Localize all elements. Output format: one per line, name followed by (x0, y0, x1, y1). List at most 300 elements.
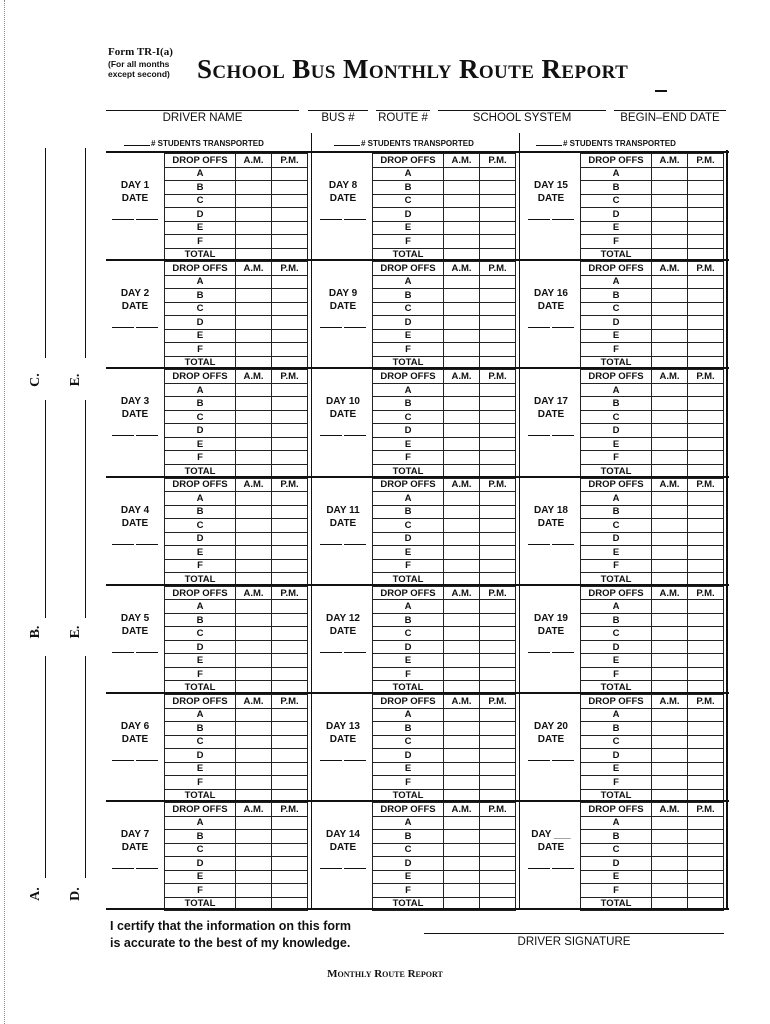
am-cell[interactable] (444, 857, 480, 871)
am-cell[interactable] (444, 546, 480, 560)
pm-cell[interactable] (688, 884, 724, 898)
am-cell[interactable] (236, 505, 272, 519)
am-cell[interactable] (236, 776, 272, 790)
am-cell[interactable] (236, 722, 272, 736)
pm-cell[interactable] (688, 451, 724, 465)
pm-cell[interactable] (480, 505, 516, 519)
pm-cell[interactable] (272, 221, 308, 235)
am-cell[interactable] (652, 613, 688, 627)
date-blank[interactable] (112, 219, 134, 220)
date-blank[interactable] (320, 327, 342, 328)
pm-cell[interactable] (688, 613, 724, 627)
pm-cell[interactable] (688, 329, 724, 343)
pm-cell[interactable] (272, 275, 308, 289)
pm-cell[interactable] (480, 194, 516, 208)
am-cell[interactable] (236, 857, 272, 871)
am-cell[interactable] (652, 235, 688, 249)
am-cell[interactable] (236, 627, 272, 641)
am-cell[interactable] (444, 410, 480, 424)
side-line-a[interactable] (45, 656, 46, 878)
date-blank[interactable] (320, 760, 342, 761)
pm-cell[interactable] (480, 383, 516, 397)
date-blank[interactable] (344, 219, 366, 220)
am-cell[interactable] (444, 397, 480, 411)
pm-cell[interactable] (688, 167, 724, 181)
am-cell[interactable] (236, 613, 272, 627)
date-blank[interactable] (136, 435, 158, 436)
date-blank[interactable] (320, 219, 342, 220)
side-line-e-top[interactable] (85, 148, 86, 358)
am-cell[interactable] (652, 343, 688, 357)
begin-end-date-line[interactable] (614, 110, 726, 111)
am-cell[interactable] (444, 492, 480, 506)
am-cell[interactable] (444, 235, 480, 249)
pm-cell[interactable] (480, 600, 516, 614)
date-blank[interactable] (112, 868, 134, 869)
pm-cell[interactable] (480, 559, 516, 573)
date-blank[interactable] (136, 327, 158, 328)
date-blank[interactable] (136, 544, 158, 545)
am-cell[interactable] (652, 302, 688, 316)
am-cell[interactable] (236, 884, 272, 898)
pm-cell[interactable] (480, 424, 516, 438)
pm-cell[interactable] (688, 302, 724, 316)
pm-cell[interactable] (480, 316, 516, 330)
pm-cell[interactable] (688, 735, 724, 749)
am-cell[interactable] (236, 532, 272, 546)
am-cell[interactable] (652, 735, 688, 749)
side-line-d[interactable] (85, 656, 86, 878)
pm-cell[interactable] (272, 640, 308, 654)
am-cell[interactable] (444, 884, 480, 898)
am-cell[interactable] (444, 194, 480, 208)
am-cell[interactable] (652, 383, 688, 397)
am-cell[interactable] (652, 194, 688, 208)
am-cell[interactable] (444, 559, 480, 573)
pm-cell[interactable] (688, 492, 724, 506)
side-line-c[interactable] (45, 148, 46, 358)
pm-cell[interactable] (272, 600, 308, 614)
am-cell[interactable] (652, 181, 688, 195)
pm-cell[interactable] (688, 383, 724, 397)
am-cell[interactable] (444, 519, 480, 533)
pm-cell[interactable] (272, 208, 308, 222)
am-cell[interactable] (652, 519, 688, 533)
pm-cell[interactable] (480, 397, 516, 411)
pm-cell[interactable] (272, 816, 308, 830)
date-blank[interactable] (528, 219, 550, 220)
am-cell[interactable] (236, 275, 272, 289)
am-cell[interactable] (236, 221, 272, 235)
am-cell[interactable] (236, 329, 272, 343)
am-cell[interactable] (236, 492, 272, 506)
pm-cell[interactable] (480, 343, 516, 357)
date-blank[interactable] (528, 868, 550, 869)
pm-cell[interactable] (688, 857, 724, 871)
am-cell[interactable] (236, 397, 272, 411)
date-blank[interactable] (320, 652, 342, 653)
pm-cell[interactable] (480, 613, 516, 627)
am-cell[interactable] (652, 289, 688, 303)
am-cell[interactable] (652, 830, 688, 844)
pm-cell[interactable] (480, 329, 516, 343)
date-blank[interactable] (528, 760, 550, 761)
am-cell[interactable] (444, 640, 480, 654)
pm-cell[interactable] (272, 505, 308, 519)
pm-cell[interactable] (480, 532, 516, 546)
pm-cell[interactable] (272, 519, 308, 533)
am-cell[interactable] (444, 329, 480, 343)
pm-cell[interactable] (272, 329, 308, 343)
am-cell[interactable] (444, 613, 480, 627)
am-cell[interactable] (444, 762, 480, 776)
am-cell[interactable] (236, 546, 272, 560)
pm-cell[interactable] (688, 708, 724, 722)
date-blank[interactable] (528, 435, 550, 436)
pm-cell[interactable] (480, 289, 516, 303)
pm-cell[interactable] (480, 722, 516, 736)
am-cell[interactable] (444, 505, 480, 519)
pm-cell[interactable] (688, 870, 724, 884)
am-cell[interactable] (652, 546, 688, 560)
am-cell[interactable] (652, 559, 688, 573)
pm-cell[interactable] (272, 870, 308, 884)
am-cell[interactable] (236, 519, 272, 533)
am-cell[interactable] (652, 437, 688, 451)
am-cell[interactable] (444, 532, 480, 546)
pm-cell[interactable] (480, 492, 516, 506)
pm-cell[interactable] (688, 397, 724, 411)
am-cell[interactable] (652, 221, 688, 235)
am-cell[interactable] (652, 749, 688, 763)
am-cell[interactable] (652, 397, 688, 411)
am-cell[interactable] (652, 424, 688, 438)
pm-cell[interactable] (688, 505, 724, 519)
am-cell[interactable] (444, 627, 480, 641)
pm-cell[interactable] (480, 437, 516, 451)
am-cell[interactable] (236, 600, 272, 614)
pm-cell[interactable] (272, 830, 308, 844)
am-cell[interactable] (652, 627, 688, 641)
am-cell[interactable] (236, 843, 272, 857)
pm-cell[interactable] (480, 749, 516, 763)
pm-cell[interactable] (272, 613, 308, 627)
pm-cell[interactable] (480, 762, 516, 776)
am-cell[interactable] (444, 289, 480, 303)
pm-cell[interactable] (688, 640, 724, 654)
am-cell[interactable] (236, 302, 272, 316)
pm-cell[interactable] (480, 776, 516, 790)
pm-cell[interactable] (272, 654, 308, 668)
pm-cell[interactable] (272, 302, 308, 316)
pm-cell[interactable] (272, 492, 308, 506)
am-cell[interactable] (444, 722, 480, 736)
pm-cell[interactable] (688, 816, 724, 830)
driver-name-line[interactable] (106, 110, 299, 111)
am-cell[interactable] (444, 708, 480, 722)
date-blank[interactable] (136, 652, 158, 653)
route-number-line[interactable] (376, 110, 430, 111)
am-cell[interactable] (236, 762, 272, 776)
pm-cell[interactable] (480, 235, 516, 249)
pm-cell[interactable] (480, 221, 516, 235)
am-cell[interactable] (444, 816, 480, 830)
pm-cell[interactable] (688, 235, 724, 249)
pm-cell[interactable] (272, 437, 308, 451)
pm-cell[interactable] (480, 654, 516, 668)
date-blank[interactable] (344, 327, 366, 328)
date-blank[interactable] (552, 219, 574, 220)
am-cell[interactable] (444, 208, 480, 222)
pm-cell[interactable] (688, 208, 724, 222)
pm-cell[interactable] (688, 532, 724, 546)
pm-cell[interactable] (480, 667, 516, 681)
am-cell[interactable] (652, 870, 688, 884)
am-cell[interactable] (652, 275, 688, 289)
am-cell[interactable] (236, 816, 272, 830)
am-cell[interactable] (236, 830, 272, 844)
am-cell[interactable] (444, 437, 480, 451)
pm-cell[interactable] (688, 749, 724, 763)
am-cell[interactable] (652, 884, 688, 898)
am-cell[interactable] (652, 667, 688, 681)
am-cell[interactable] (652, 208, 688, 222)
pm-cell[interactable] (272, 627, 308, 641)
am-cell[interactable] (444, 870, 480, 884)
am-cell[interactable] (444, 735, 480, 749)
date-blank[interactable] (344, 652, 366, 653)
am-cell[interactable] (236, 316, 272, 330)
am-cell[interactable] (236, 870, 272, 884)
am-cell[interactable] (444, 302, 480, 316)
am-cell[interactable] (652, 451, 688, 465)
pm-cell[interactable] (480, 640, 516, 654)
date-blank[interactable] (552, 435, 574, 436)
pm-cell[interactable] (480, 870, 516, 884)
am-cell[interactable] (444, 343, 480, 357)
am-cell[interactable] (652, 532, 688, 546)
date-blank[interactable] (344, 544, 366, 545)
date-blank[interactable] (344, 868, 366, 869)
am-cell[interactable] (652, 857, 688, 871)
am-cell[interactable] (652, 167, 688, 181)
date-blank[interactable] (112, 760, 134, 761)
pm-cell[interactable] (480, 275, 516, 289)
date-blank[interactable] (344, 760, 366, 761)
date-blank[interactable] (136, 219, 158, 220)
date-blank[interactable] (552, 868, 574, 869)
am-cell[interactable] (236, 654, 272, 668)
am-cell[interactable] (652, 722, 688, 736)
am-cell[interactable] (236, 559, 272, 573)
am-cell[interactable] (236, 640, 272, 654)
date-blank[interactable] (136, 868, 158, 869)
am-cell[interactable] (652, 640, 688, 654)
students-transported-col2[interactable]: # STUDENTS TRANSPORTED (334, 139, 474, 148)
pm-cell[interactable] (272, 167, 308, 181)
date-blank[interactable] (552, 760, 574, 761)
pm-cell[interactable] (688, 221, 724, 235)
am-cell[interactable] (652, 762, 688, 776)
pm-cell[interactable] (272, 884, 308, 898)
am-cell[interactable] (444, 221, 480, 235)
pm-cell[interactable] (272, 383, 308, 397)
students-transported-col1[interactable]: # STUDENTS TRANSPORTED (124, 139, 264, 148)
pm-cell[interactable] (272, 667, 308, 681)
am-cell[interactable] (444, 667, 480, 681)
am-cell[interactable] (652, 505, 688, 519)
am-cell[interactable] (236, 735, 272, 749)
pm-cell[interactable] (272, 235, 308, 249)
date-blank[interactable] (344, 435, 366, 436)
students-transported-col3[interactable]: # STUDENTS TRANSPORTED (536, 139, 676, 148)
pm-cell[interactable] (480, 167, 516, 181)
pm-cell[interactable] (688, 519, 724, 533)
pm-cell[interactable] (688, 437, 724, 451)
pm-cell[interactable] (480, 410, 516, 424)
pm-cell[interactable] (272, 735, 308, 749)
school-system-line[interactable] (438, 110, 606, 111)
side-line-e-mid[interactable] (85, 400, 86, 618)
pm-cell[interactable] (480, 546, 516, 560)
am-cell[interactable] (652, 410, 688, 424)
am-cell[interactable] (652, 600, 688, 614)
driver-signature-line[interactable] (424, 933, 724, 934)
date-blank[interactable] (112, 544, 134, 545)
pm-cell[interactable] (480, 830, 516, 844)
pm-cell[interactable] (688, 627, 724, 641)
date-blank[interactable] (112, 327, 134, 328)
pm-cell[interactable] (272, 762, 308, 776)
pm-cell[interactable] (272, 749, 308, 763)
pm-cell[interactable] (688, 546, 724, 560)
bus-number-line[interactable] (308, 110, 368, 111)
pm-cell[interactable] (480, 735, 516, 749)
pm-cell[interactable] (272, 722, 308, 736)
date-blank[interactable] (552, 652, 574, 653)
pm-cell[interactable] (272, 451, 308, 465)
date-blank[interactable] (552, 327, 574, 328)
am-cell[interactable] (236, 289, 272, 303)
date-blank[interactable] (528, 652, 550, 653)
pm-cell[interactable] (480, 181, 516, 195)
am-cell[interactable] (444, 167, 480, 181)
am-cell[interactable] (652, 316, 688, 330)
am-cell[interactable] (652, 654, 688, 668)
pm-cell[interactable] (688, 181, 724, 195)
pm-cell[interactable] (272, 424, 308, 438)
pm-cell[interactable] (272, 776, 308, 790)
am-cell[interactable] (444, 600, 480, 614)
pm-cell[interactable] (688, 410, 724, 424)
pm-cell[interactable] (272, 316, 308, 330)
am-cell[interactable] (236, 667, 272, 681)
pm-cell[interactable] (272, 343, 308, 357)
pm-cell[interactable] (688, 654, 724, 668)
pm-cell[interactable] (272, 532, 308, 546)
pm-cell[interactable] (272, 546, 308, 560)
am-cell[interactable] (236, 437, 272, 451)
am-cell[interactable] (444, 181, 480, 195)
pm-cell[interactable] (480, 708, 516, 722)
pm-cell[interactable] (688, 343, 724, 357)
am-cell[interactable] (236, 749, 272, 763)
date-blank[interactable] (320, 435, 342, 436)
am-cell[interactable] (236, 708, 272, 722)
date-blank[interactable] (320, 868, 342, 869)
pm-cell[interactable] (272, 857, 308, 871)
pm-cell[interactable] (688, 275, 724, 289)
am-cell[interactable] (652, 843, 688, 857)
pm-cell[interactable] (480, 884, 516, 898)
pm-cell[interactable] (688, 762, 724, 776)
pm-cell[interactable] (688, 559, 724, 573)
side-line-b[interactable] (45, 400, 46, 618)
pm-cell[interactable] (688, 667, 724, 681)
pm-cell[interactable] (480, 519, 516, 533)
am-cell[interactable] (652, 329, 688, 343)
am-cell[interactable] (236, 451, 272, 465)
am-cell[interactable] (236, 343, 272, 357)
pm-cell[interactable] (272, 559, 308, 573)
pm-cell[interactable] (272, 397, 308, 411)
am-cell[interactable] (236, 167, 272, 181)
am-cell[interactable] (236, 194, 272, 208)
date-blank[interactable] (528, 327, 550, 328)
pm-cell[interactable] (272, 181, 308, 195)
am-cell[interactable] (444, 316, 480, 330)
am-cell[interactable] (236, 383, 272, 397)
am-cell[interactable] (444, 383, 480, 397)
am-cell[interactable] (444, 843, 480, 857)
am-cell[interactable] (444, 654, 480, 668)
am-cell[interactable] (236, 410, 272, 424)
pm-cell[interactable] (272, 708, 308, 722)
pm-cell[interactable] (688, 194, 724, 208)
pm-cell[interactable] (688, 424, 724, 438)
pm-cell[interactable] (688, 289, 724, 303)
date-blank[interactable] (552, 544, 574, 545)
am-cell[interactable] (444, 451, 480, 465)
pm-cell[interactable] (688, 316, 724, 330)
pm-cell[interactable] (480, 816, 516, 830)
pm-cell[interactable] (480, 302, 516, 316)
date-blank[interactable] (112, 435, 134, 436)
date-blank[interactable] (136, 760, 158, 761)
pm-cell[interactable] (688, 722, 724, 736)
am-cell[interactable] (444, 275, 480, 289)
pm-cell[interactable] (480, 843, 516, 857)
pm-cell[interactable] (480, 627, 516, 641)
pm-cell[interactable] (272, 843, 308, 857)
am-cell[interactable] (652, 816, 688, 830)
am-cell[interactable] (444, 749, 480, 763)
pm-cell[interactable] (272, 410, 308, 424)
pm-cell[interactable] (688, 843, 724, 857)
am-cell[interactable] (652, 492, 688, 506)
am-cell[interactable] (444, 776, 480, 790)
pm-cell[interactable] (480, 208, 516, 222)
am-cell[interactable] (236, 235, 272, 249)
am-cell[interactable] (236, 208, 272, 222)
pm-cell[interactable] (272, 194, 308, 208)
am-cell[interactable] (236, 181, 272, 195)
am-cell[interactable] (652, 708, 688, 722)
date-blank[interactable] (112, 652, 134, 653)
date-blank[interactable] (528, 544, 550, 545)
pm-cell[interactable] (688, 776, 724, 790)
pm-cell[interactable] (688, 830, 724, 844)
